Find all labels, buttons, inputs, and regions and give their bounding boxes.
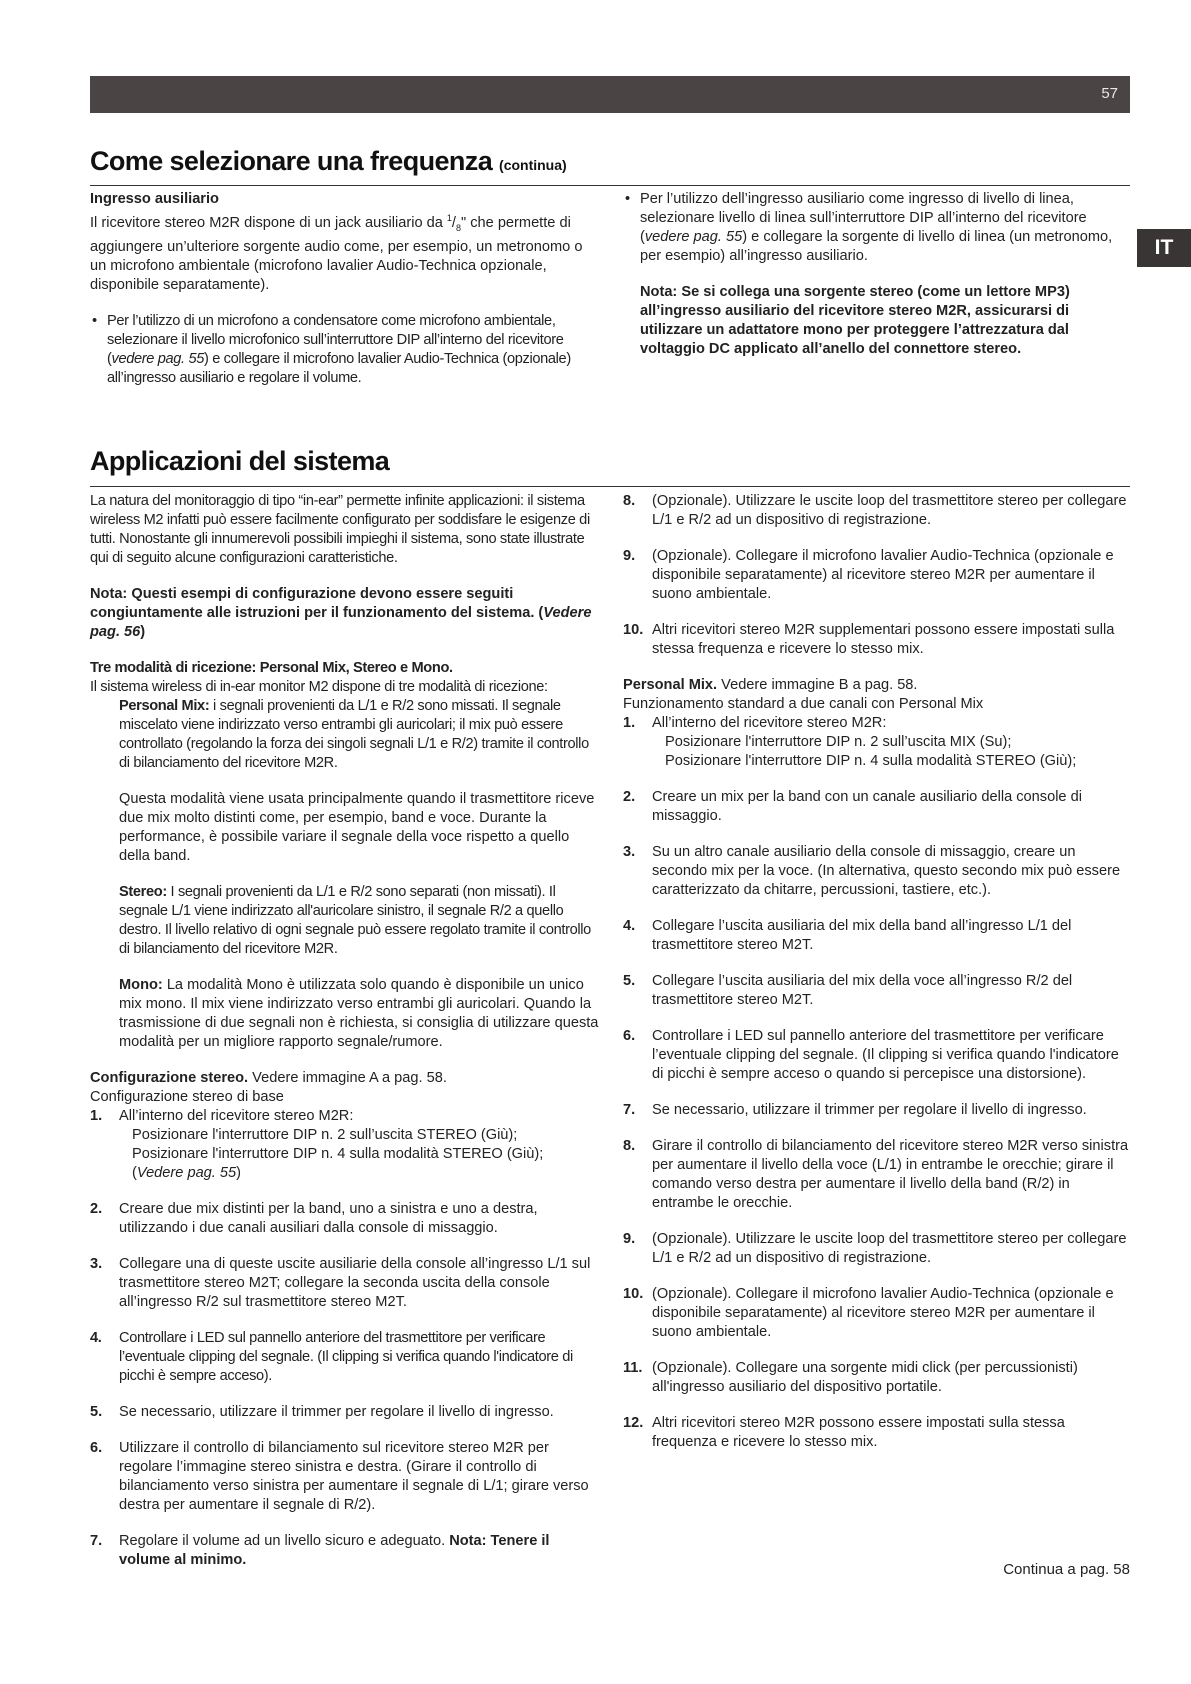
aux-heading: Ingresso ausiliario (90, 191, 219, 207)
aux-intro: Il ricevitore stereo M2R dispone di un jack ausiliario da $^1/_8$" che permette di aggiungere un’ulteriore sorgente audio come, per esempio, un metronomo o un microfono ambientale (microfono lavalier Audio-Technica opzionale, disponibile separatamente). (90, 213, 583, 293)
stereo-config-ref: Vedere immagine A a pag. 58. (248, 1070, 447, 1086)
paren-close: ) (236, 1165, 242, 1181)
frequency-right-column (623, 190, 1128, 359)
list-text: Creare un mix per la band con un canale ausiliario della console di missaggio. (652, 789, 1082, 824)
list-number: 5. (623, 973, 636, 989)
list-text (119, 1532, 600, 1570)
list-item (90, 1403, 600, 1422)
list-number: 10. (623, 622, 644, 638)
list-item (90, 1200, 600, 1238)
frequency-left-column (90, 190, 600, 388)
step7-text: Regolare il volume ad un livello sicuro e adeguato. (119, 1533, 450, 1549)
list-item (623, 1230, 1131, 1268)
list-text: Se necessario, utilizzare il trimmer per regolare il livello di ingresso. (652, 1102, 1087, 1118)
mode-personal-mix (90, 697, 600, 773)
fraction-denominator: 8 (455, 222, 461, 233)
stereo-config-sub: Configurazione stereo di base (90, 1089, 284, 1105)
section-divider (90, 185, 1130, 186)
list-subline: Posizionare l'interruttore DIP n. 2 sull’uscita STEREO (Giù); (132, 1127, 518, 1143)
list-text: Controllare i LED sul pannello anteriore del trasmettitore per verificare l’eventuale clipping del segnale. (Il clipping si verifica quando l'indicatore di picchi è sempre acceso o quando si percepisce una distorsione). (652, 1028, 1119, 1082)
list-number: 1. (90, 1108, 103, 1124)
list-text: Utilizzare il controllo di bilanciamento sul ricevitore stereo M2R per regolare l’immagine stereo sinistra e destra. (Girare il controllo di bilanciamento verso sinistra per aumentare il segnale di L/1; girare verso destra per aumentare il segnale di R/2). (119, 1440, 589, 1513)
list-text: (Opzionale). Utilizzare le uscite loop del trasmettitore stereo per collegare L/1 e R/2 ad un dispositivo di registrazione. (652, 493, 1127, 528)
list-number: 4. (90, 1330, 102, 1346)
mode-text: i segnali provenienti da L/1 e R/2 sono missati. Il segnale miscelato viene indirizzato verso entrambi gli auricolari; il mix può essere controllato (regolando la forza dei singoli segnali L/1 e R/2) tramite il controllo di bilanciamento del ricevitore M2R. (119, 698, 589, 771)
list-item (623, 492, 1131, 530)
language-tab: IT (1137, 229, 1191, 267)
applications-right-column (623, 492, 1131, 1452)
list-item (90, 1439, 600, 1515)
mode-text: I segnali provenienti da L/1 e R/2 sono separati (non missati). Il segnale L/1 viene indirizzato all'auricolare sinistro, il segnale R/2 a quello destro. Il livello relativo di ogni segnale può essere regolato tramite il controllo di bilanciamento del ricevitore M2R. (119, 884, 591, 957)
applications-intro: La natura del monitoraggio di tipo “in-ear” permette infinite applicazioni: il sistema wireless M2 infatti può essere facilmente configurato per soddisfare le esigenze di tutti. Nonostante gli innumerevoli possibili impieghi il sistema, sono state illustrate qui di seguito alcune configurazioni caratteristiche. (90, 493, 590, 566)
list-text: Creare due mix distinti per la band, uno a sinistra e uno a destra, utilizzando i due canali ausiliari dalla console di missaggio. (119, 1201, 538, 1236)
config-note-ref: Vedere pag. 56 (90, 605, 592, 640)
list-item (623, 547, 1131, 604)
personal-mix-heading (623, 676, 1131, 695)
list-text: Collegare l’uscita ausiliaria del mix della voce all’ingresso R/2 del trasmettitore stereo M2T. (652, 973, 1073, 1008)
stereo-config-heading (90, 1069, 600, 1088)
list-item (623, 1027, 1131, 1084)
paren-open: ( (132, 1165, 137, 1181)
personal-mix-ref: Vedere immagine B a pag. 58. (717, 677, 918, 693)
section-divider (90, 486, 1130, 487)
list-item (90, 1532, 600, 1570)
mode-personal-mix-detail: Questa modalità viene usata principalmente quando il trasmettitore riceve due mix molto distinti come, per esempio, band e voce. Durante la performance, è possibile variare il segnale della voce rispetto a quello della band. (119, 791, 595, 864)
list-item (623, 714, 1131, 771)
stereo-source-note: Nota: Se si collega una sorgente stereo (come un lettore MP3) all’ingresso ausiliario del ricevitore stereo M2R, assicurarsi di utilizzare un adattatore mono per proteggere l’attrezzatura dal voltaggio DC applicato all’anello del connettore stereo. (640, 284, 1070, 357)
list-text: Collegare l’uscita ausiliaria del mix della band all’ingresso L/1 del trasmettitore stereo M2T. (652, 918, 1072, 953)
list-number: 7. (90, 1533, 103, 1549)
list-number: 6. (90, 1440, 103, 1456)
list-item (623, 788, 1131, 826)
personal-mix-sub: Funzionamento standard a due canali con Personal Mix (623, 696, 984, 712)
list-text: (Opzionale). Utilizzare le uscite loop del trasmettitore stereo per collegare L/1 e R/2 ad un dispositivo di registrazione. (652, 1231, 1127, 1266)
list-text: (Opzionale). Collegare una sorgente midi click (per percussionisti) all'ingresso ausiliario del dispositivo portatile. (652, 1360, 1078, 1395)
mode-mono (90, 976, 600, 1052)
continue-note: Continua a pag. 58 (1003, 1561, 1130, 1578)
list-text: Collegare una di queste uscite ausiliarie della console all’ingresso L/1 sul trasmettitore stereo M2T; collegare la seconda uscita della console all’ingresso R/2 sul trasmettitore stereo M2T. (119, 1256, 591, 1310)
list-number: 4. (623, 918, 636, 934)
bullet-text-b: ) e collegare la sorgente di livello di linea (un metronomo, per esempio) all’ingresso ausiliario. (640, 229, 1113, 264)
list-text: Se necessario, utilizzare il trimmer per regolare il livello di ingresso. (119, 1404, 554, 1420)
aux-intro-a: Il ricevitore stereo M2R dispone di un jack ausiliario da (90, 214, 447, 231)
list-text: All’interno del ricevitore stereo M2R: (652, 715, 887, 731)
page-ref: Vedere pag. 55 (136, 1165, 237, 1181)
list-number: 9. (623, 1231, 636, 1247)
list-text: Controllare i LED sul pannello anteriore del trasmettitore per verificare l’eventuale clipping del segnale. (Il clipping si verifica quando l'indicatore di picchi è sempre acceso). (119, 1330, 573, 1384)
header-bar (90, 76, 1130, 113)
list-number: 1. (623, 715, 636, 731)
list-number: 3. (623, 844, 636, 860)
list-item (90, 1329, 600, 1386)
list-text: Altri ricevitori stereo M2R possono essere impostati sulla stessa frequenza e ricevere lo stesso mix. (652, 1415, 1065, 1450)
aux-bullet-mic (90, 312, 600, 388)
bullet-text-b: ) e collegare il microfono lavalier Audio-Technica (opzionale) all’ingresso ausiliario e regolare il volume. (107, 350, 571, 386)
list-subline-ref (119, 1164, 600, 1183)
bullet-text-a: Per l’utilizzo dell’ingresso ausiliario come ingresso di livello di linea, selezionare livello di linea sull’interruttore DIP all’interno del ricevitore ( (640, 191, 1087, 245)
list-number: 8. (623, 1138, 636, 1154)
config-note-a: Nota: Questi esempi di configurazione devono essere seguiti congiuntamente alle istruzioni per il funzionamento del sistema. ( (90, 586, 544, 621)
mode-stereo (90, 883, 600, 959)
section-title-suffix: (continua) (499, 157, 567, 173)
list-item (623, 1285, 1131, 1342)
list-item (623, 1414, 1131, 1452)
aux-intro-b: " che permette di aggiungere un’ulteriore sorgente audio come, per esempio, un metronomo o un microfono ambientale (microfono lavalier Audio-Technica opzionale, disponibile separatamente). (90, 214, 583, 293)
list-subline: Posizionare l'interruttore DIP n. 2 sull’uscita MIX (Su); (665, 734, 1012, 750)
stereo-config-label: Configurazione stereo. (90, 1070, 249, 1086)
list-item (623, 621, 1131, 659)
list-item (623, 917, 1131, 955)
fraction-numerator: 1 (446, 213, 452, 223)
step7-note: Nota: Tenere il volume al minimo. (119, 1533, 550, 1568)
list-item (623, 972, 1131, 1010)
bullet-page-ref: vedere pag. 55 (644, 229, 743, 245)
list-number: 8. (623, 493, 636, 509)
list-item (623, 1359, 1131, 1397)
list-subline: Posizionare l'interruttore DIP n. 4 sulla modalità STEREO (Giù); (132, 1146, 544, 1162)
mode-text: La modalità Mono è utilizzata solo quando è disponibile un unico mix mono. Il mix viene indirizzato verso entrambi gli auricolari. Quando la trasmissione di due segnali non è richiesta, si consiglia di utilizzare questa modalità per un migliore rapporto segnale/rumore. (119, 977, 599, 1050)
list-number: 6. (623, 1028, 636, 1044)
list-subline: Posizionare l'interruttore DIP n. 4 sulla modalità STEREO (Giù); (665, 753, 1077, 769)
section-title-applications: Applicazioni del sistema (90, 446, 390, 476)
section-title-frequency (90, 146, 567, 177)
list-text: (Opzionale). Collegare il microfono lavalier Audio-Technica (opzionale e disponibile separatamente) al ricevitore stereo M2R per aumentare il suono ambientale. (652, 1286, 1114, 1340)
mode-label: Stereo: (119, 884, 167, 900)
modes-intro: Il sistema wireless di in-ear monitor M2 dispone di tre modalità di ricezione: (90, 679, 548, 695)
list-text: All’interno del ricevitore stereo M2R: (119, 1108, 354, 1124)
config-note (90, 585, 600, 642)
bullet-text-a: Per l’utilizzo di un microfono a condensatore come microfono ambientale, selezionare il livello microfonico sull’interruttore DIP all’interno del ricevitore ( (107, 312, 564, 367)
section-title-text: Come selezionare una frequenza (90, 146, 493, 176)
mode-label: Mono: (119, 977, 163, 993)
applications-left-column (90, 492, 600, 1570)
list-number: 7. (623, 1102, 636, 1118)
list-text: (Opzionale). Collegare il microfono lavalier Audio-Technica (opzionale e disponibile separatamente) al ricevitore stereo M2R per aumentare il suono ambientale. (652, 548, 1114, 602)
list-text: Girare il controllo di bilanciamento del ricevitore stereo M2R verso sinistra per aumentare il livello della voce (L/1) in entrambe le orecchie; girare il comando verso destra per aumentare il livello della band (R/2) in entrambe le orecchie. (652, 1138, 1129, 1211)
list-number: 2. (623, 789, 636, 805)
list-text: Su un altro canale ausiliario della console di missaggio, creare un secondo mix per la voce. (In alternativa, questo secondo mix può essere caratterizzato da chitarre, percussioni, tastiere, etc.). (652, 844, 1121, 898)
list-item (90, 1255, 600, 1312)
list-item (623, 1137, 1131, 1213)
list-number: 10. (623, 1286, 644, 1302)
aux-bullet-line (623, 190, 1128, 266)
modes-heading: Tre modalità di ricezione: Personal Mix, Stereo e Mono. (90, 660, 453, 676)
list-text: Altri ricevitori stereo M2R supplementari possono essere impostati sulla stessa frequenza e ricevere lo stesso mix. (652, 622, 1115, 657)
config-note-b: ) (140, 624, 146, 640)
list-item (623, 1101, 1131, 1120)
list-number: 2. (90, 1201, 103, 1217)
list-number: 11. (623, 1360, 643, 1376)
list-number: 3. (90, 1256, 103, 1272)
mode-label: Personal Mix: (119, 698, 210, 714)
list-number: 9. (623, 548, 636, 564)
personal-mix-label: Personal Mix. (623, 677, 718, 693)
list-item (623, 843, 1131, 900)
page-number: 57 (1101, 85, 1118, 102)
list-number: 5. (90, 1404, 103, 1420)
list-item (90, 1107, 600, 1183)
list-number: 12. (623, 1415, 644, 1431)
bullet-page-ref: vedere pag. 55 (111, 350, 204, 367)
